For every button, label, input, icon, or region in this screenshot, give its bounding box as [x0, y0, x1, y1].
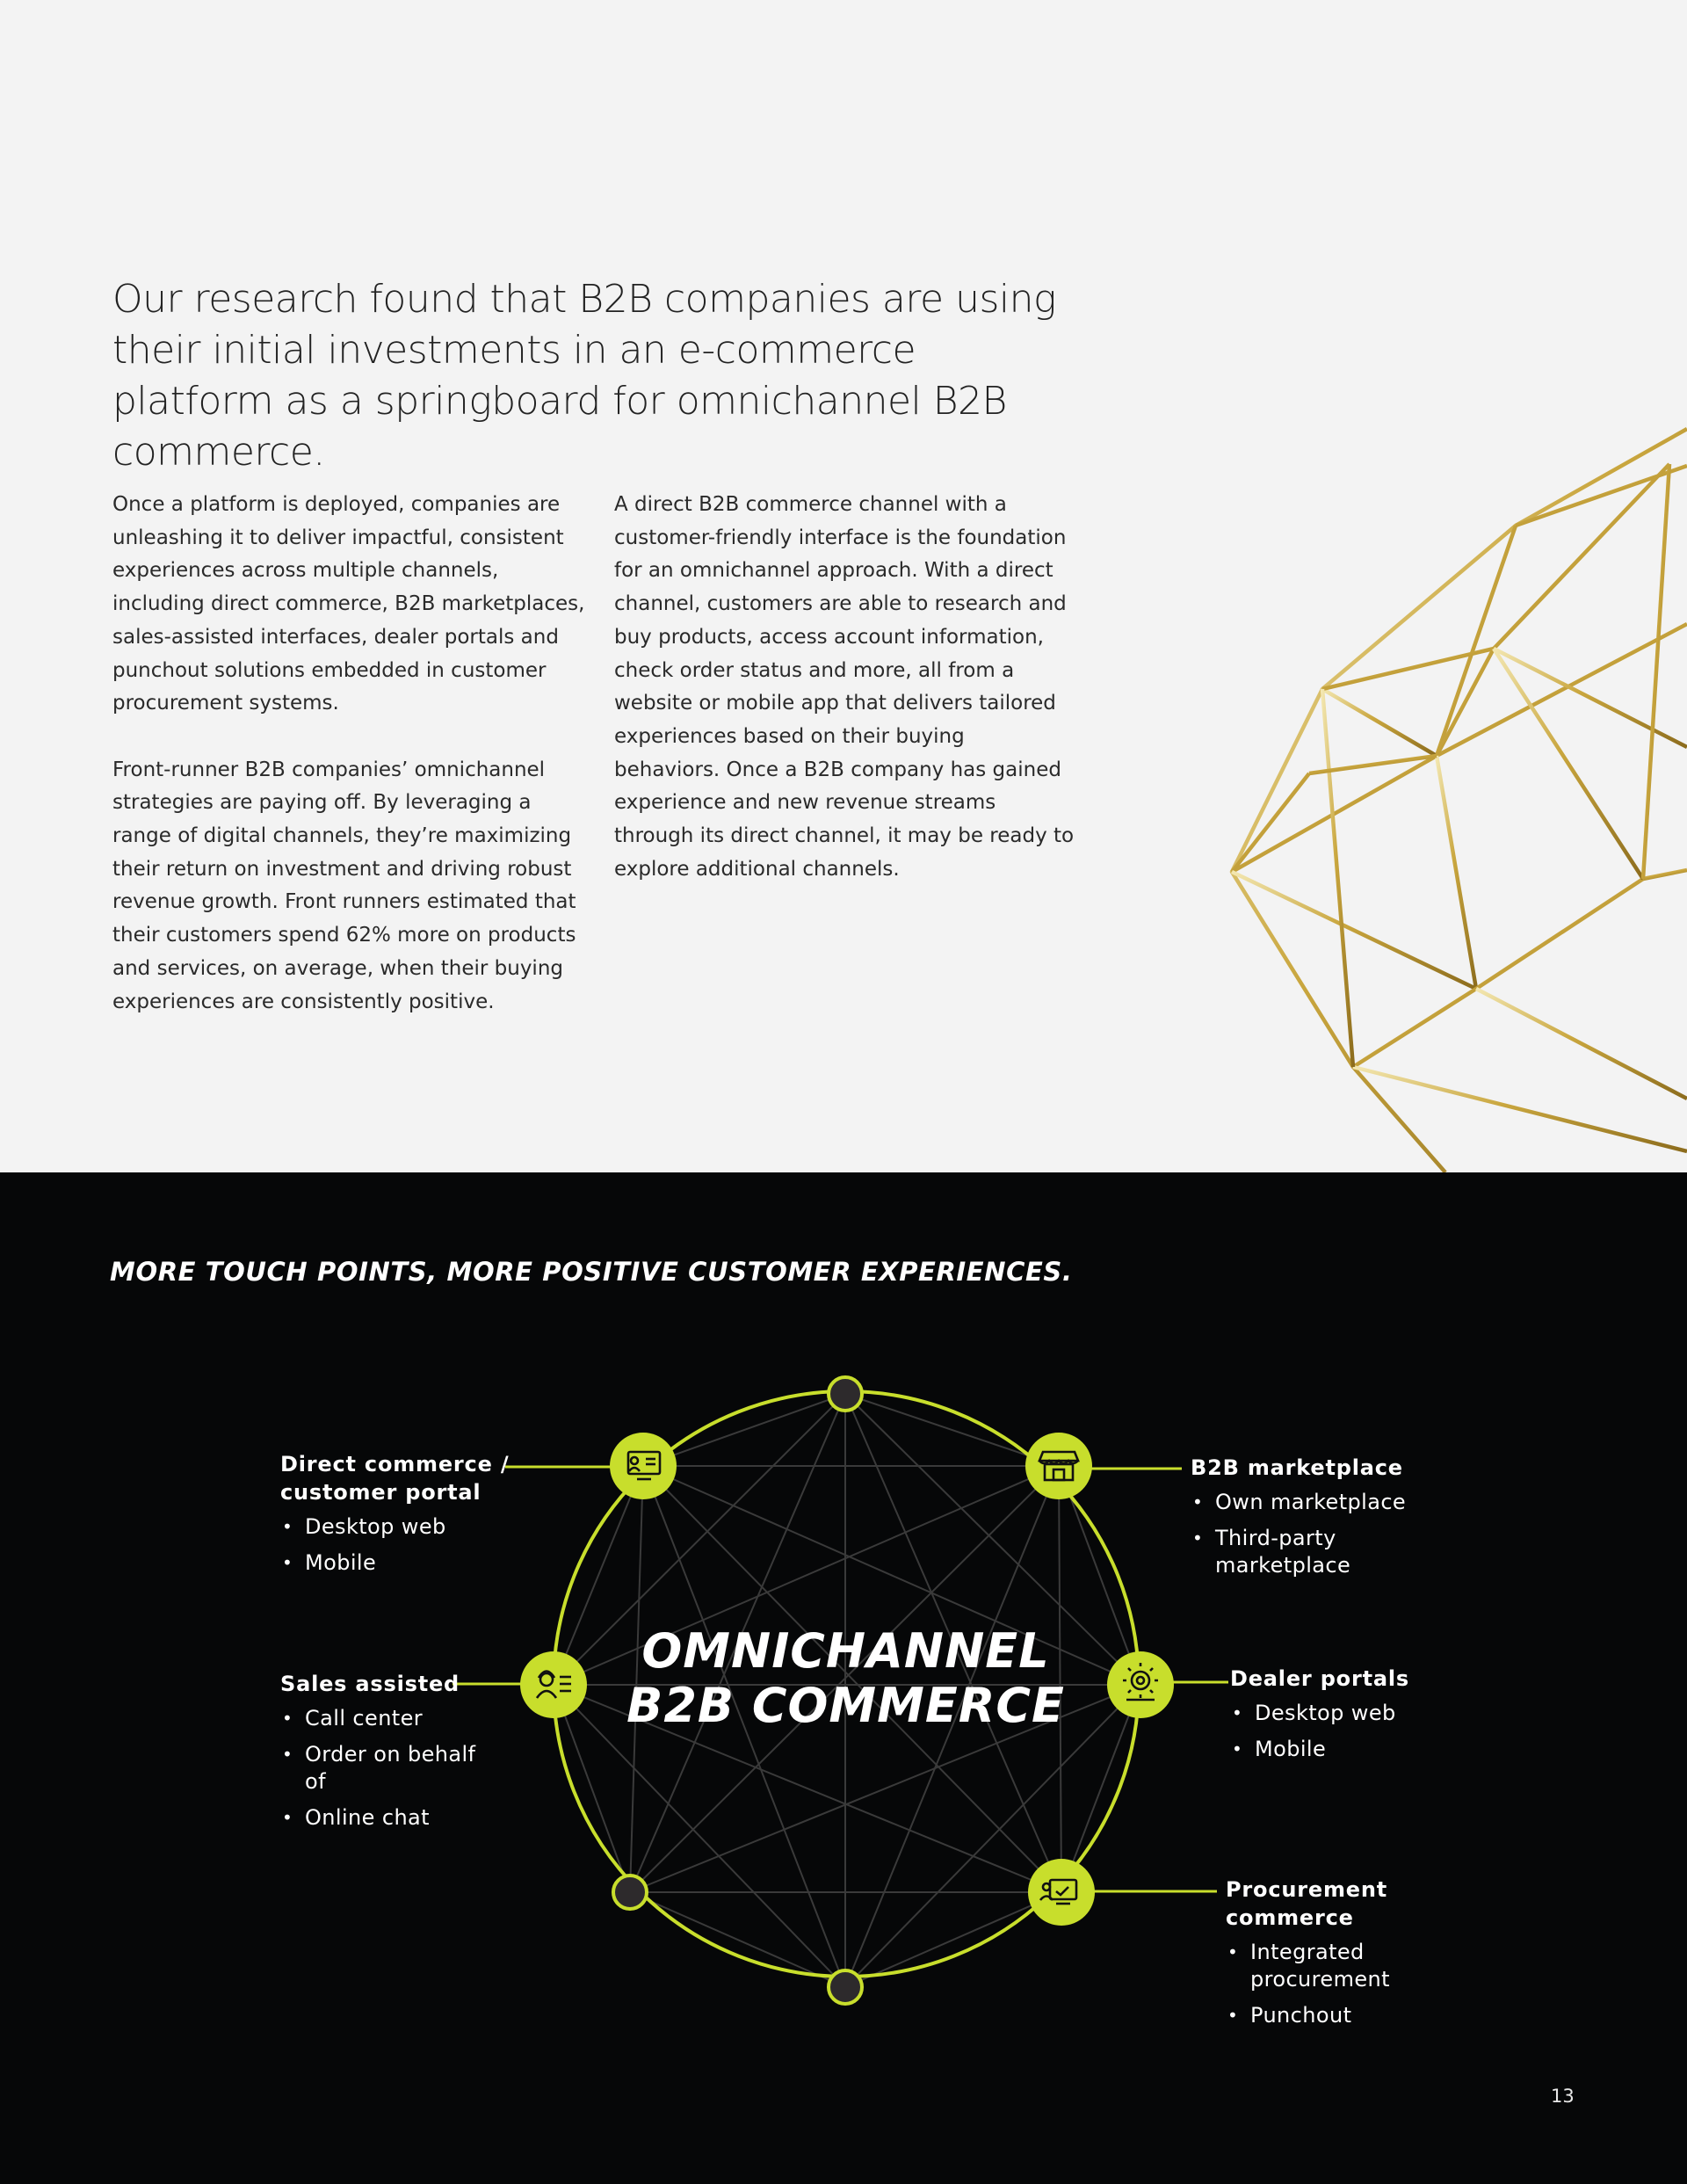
center-title-line: B2B COMMERCE	[626, 1678, 1065, 1733]
channel-title: Sales assisted	[280, 1672, 460, 1696]
page-number: 13	[1551, 2086, 1575, 2107]
list-item: • Own marketplace	[1191, 1489, 1419, 1516]
market-stall-icon	[1025, 1433, 1092, 1499]
channel-title: Procurement commerce	[1226, 1877, 1387, 1930]
channel-title: B2B marketplace	[1191, 1455, 1403, 1480]
list-item: • Order on behalf of	[280, 1741, 482, 1796]
omnichannel-section	[0, 1172, 1687, 2184]
list-item: • Mobile	[1230, 1736, 1432, 1763]
empty-node	[829, 1377, 862, 1411]
channel-b2b-marketplace	[1191, 1454, 1419, 1588]
list-item: • Call center	[280, 1705, 482, 1732]
list-item: • Integrated procurement	[1226, 1939, 1437, 1993]
channel-list	[280, 1513, 518, 1577]
channel-direct-commerce	[280, 1450, 518, 1585]
empty-node	[829, 1970, 862, 2004]
list-item: • Desktop web	[1230, 1700, 1432, 1727]
channel-list	[1191, 1489, 1419, 1579]
paragraph: Once a platform is deployed, companies are unleashing it to deliver impactful, consistent experiences across multiple channels, including direct commerce, B2B marketplaces, sales-assisted interfaces, dealer portals and punchout solutions embedded in customer procurement systems.	[112, 493, 585, 715]
left-column	[112, 489, 587, 1052]
channel-title: Direct commerce / customer portal	[280, 1452, 510, 1505]
gold-wireframe-polyhedron	[1213, 413, 1687, 1172]
section-title: MORE TOUCH POINTS, MORE POSITIVE CUSTOMER EXPERIENCES.	[110, 1257, 1073, 1287]
list-item: • Punchout	[1226, 2002, 1437, 2029]
channel-list	[1230, 1700, 1432, 1763]
list-item: • Desktop web	[280, 1513, 518, 1541]
headline: Our research found that B2B companies are using their initial investments in an e-commerce platform as a springboard for omnichannel B2B commerce.	[112, 277, 1056, 475]
paragraph: A direct B2B commerce channel with a customer-friendly interface is the foundation for an omnichannel approach. With a direct channel, customers are able to research and buy products, access account information, check order status and more, all from a website or mobile app that delivers tailored experiences based on their buying behaviors. Once a B2B company has gained experience and new revenue streams through its direct channel, it may be ready to explore additional channels.	[614, 493, 1075, 881]
channel-procurement-commerce	[1226, 1876, 1437, 2038]
empty-node	[613, 1876, 647, 1909]
right-column	[614, 489, 1075, 919]
paragraph: Front-runner B2B companies’ omnichannel strategies are paying off. By leveraging a range of digital channels, they’re maximizing their return on investment and driving robust revenue growth. Front runners estimated that their customers spend 62% more on products and services, on average, when their buying experiences are consistently positive.	[112, 758, 576, 1013]
channel-dealer-portals	[1230, 1665, 1432, 1772]
channel-list	[1226, 1939, 1437, 2029]
diagram-center-title	[615, 1624, 1076, 1733]
channel-sales-assisted	[280, 1670, 482, 1840]
storefront-screen-icon	[610, 1433, 677, 1499]
channel-list	[280, 1705, 482, 1832]
center-title-line: OMNICHANNEL	[641, 1623, 1050, 1679]
procurement-screen-icon	[1028, 1859, 1095, 1926]
channel-title: Dealer portals	[1230, 1666, 1409, 1691]
list-item: • Online chat	[280, 1804, 482, 1832]
list-item: • Third-party marketplace	[1191, 1525, 1419, 1579]
agent-headset-icon	[520, 1651, 587, 1718]
gear-icon	[1107, 1651, 1174, 1718]
list-item: • Mobile	[280, 1549, 518, 1577]
